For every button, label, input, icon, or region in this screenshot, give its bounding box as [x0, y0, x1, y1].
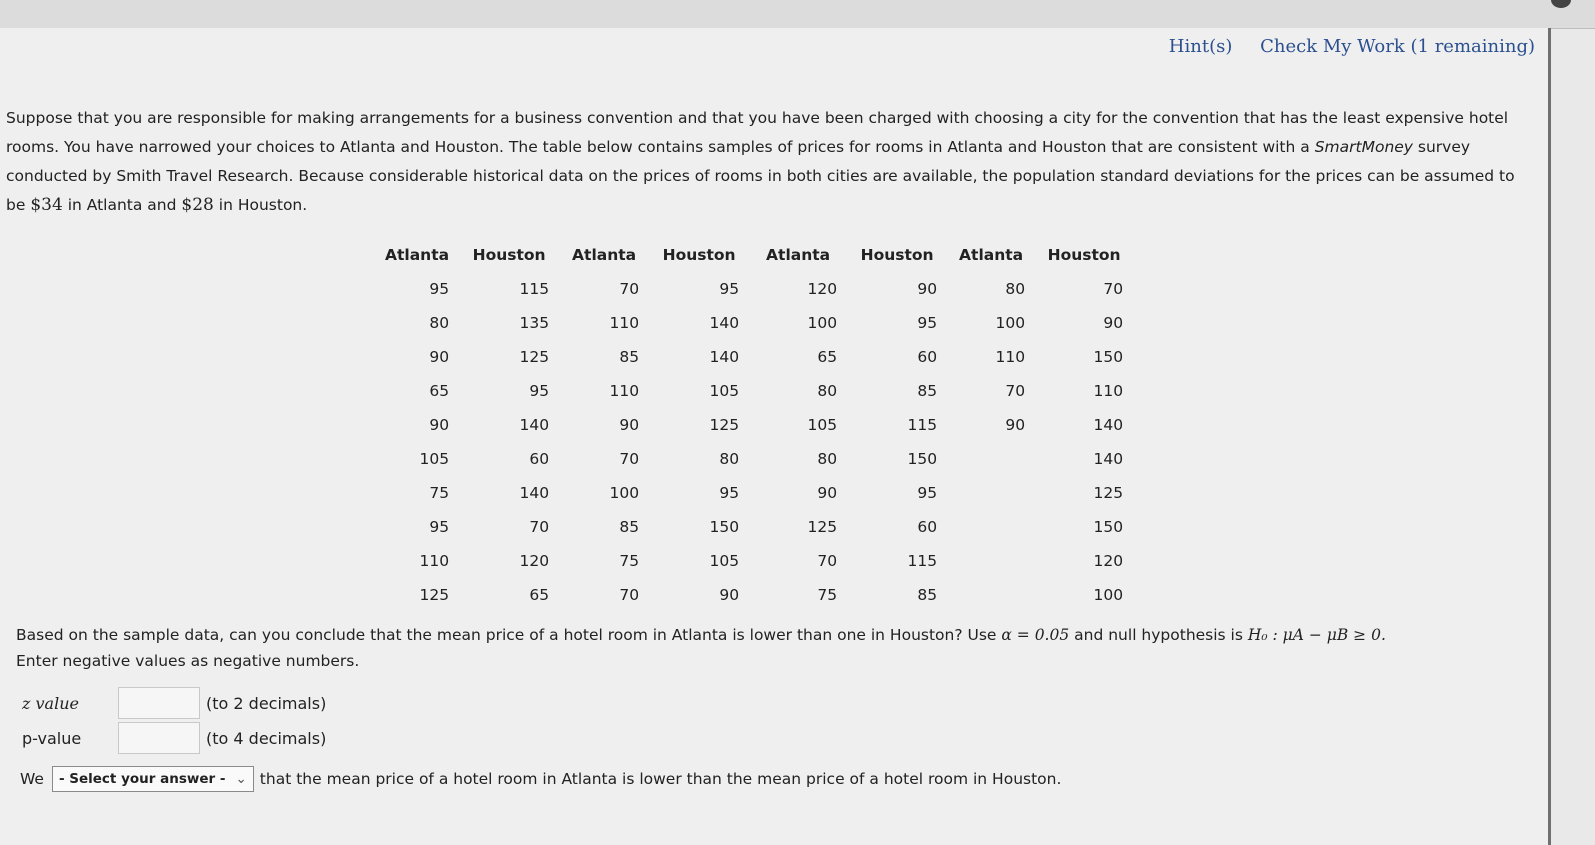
column-header: Houston [472, 246, 546, 264]
table-row [375, 510, 1133, 544]
table-cell: 90 [1005, 416, 1026, 434]
table-cell: 60 [529, 450, 550, 468]
conclusion-row [20, 766, 1061, 792]
table-cell: 90 [1103, 314, 1124, 332]
intro-text-1: Suppose that you are responsible for making arrangements for a business convention and that you have been charged with choosing a city for the convention that has the least expensive hotel rooms. You have narrowed your choices to Atlanta and Houston. The table below contains samples of prices for rooms in Atlanta and Houston that are consistent with a [6, 109, 1509, 156]
table-cell: 85 [619, 518, 640, 536]
table-cell: 100 [807, 314, 838, 332]
table-cell: 125 [807, 518, 838, 536]
table-cell: 110 [609, 382, 640, 400]
table-cell: 120 [1093, 552, 1124, 570]
table-row [375, 476, 1133, 510]
conclusion-suffix: that the mean price of a hotel room in Atlanta is lower than the mean price of a hotel room in Houston. [259, 770, 1062, 788]
alpha-value: α = 0.05 [1001, 626, 1070, 644]
table-cell: 90 [429, 348, 450, 366]
table-cell: 90 [817, 484, 838, 502]
question-text-2: and null hypothesis is [1069, 626, 1248, 644]
table-cell [947, 442, 1035, 476]
table-cell: 105 [807, 416, 838, 434]
table-cell: 85 [619, 348, 640, 366]
table-cell: 140 [519, 416, 550, 434]
table-cell: 95 [917, 314, 938, 332]
null-hypothesis: H₀ : μA − μB ≥ 0. [1247, 626, 1386, 644]
table-cell: 105 [709, 382, 740, 400]
column-header: Atlanta [766, 246, 831, 264]
table-cell: 65 [529, 586, 550, 604]
table-cell: 65 [429, 382, 450, 400]
table-cell: 110 [1093, 382, 1124, 400]
column-header: Atlanta [385, 246, 450, 264]
question-text-1: Based on the sample data, can you conclude that the mean price of a hotel room in Atlanta is lower than one in Houston? Use [16, 626, 1002, 644]
table-cell: 100 [1093, 586, 1124, 604]
price-table [375, 238, 1133, 612]
table-row [375, 340, 1133, 374]
table-cell: 90 [917, 280, 938, 298]
column-header: Atlanta [572, 246, 637, 264]
table-row [375, 442, 1133, 476]
table-cell: 105 [419, 450, 450, 468]
table-cell: 150 [1093, 518, 1124, 536]
table-cell: 100 [609, 484, 640, 502]
check-my-work-link[interactable]: Check My Work (1 remaining) [1260, 36, 1535, 57]
table-row [375, 306, 1133, 340]
table-cell: 70 [619, 586, 640, 604]
table-row [375, 374, 1133, 408]
table-cell: 120 [807, 280, 838, 298]
table-cell: 95 [429, 518, 450, 536]
sd-atlanta: $34 [30, 195, 63, 215]
table-cell: 70 [619, 280, 640, 298]
table-cell: 135 [519, 314, 550, 332]
table-cell: 80 [1005, 280, 1026, 298]
table-cell: 70 [1103, 280, 1124, 298]
table-cell: 90 [719, 586, 740, 604]
table-cell: 60 [917, 518, 938, 536]
table-cell: 110 [995, 348, 1026, 366]
table-cell: 150 [709, 518, 740, 536]
table-cell: 70 [817, 552, 838, 570]
table-cell: 115 [519, 280, 550, 298]
table-cell [947, 510, 1035, 544]
table-row [375, 408, 1133, 442]
table-cell: 90 [619, 416, 640, 434]
table-cell: 70 [1005, 382, 1026, 400]
table-cell: 115 [907, 416, 938, 434]
table-cell [947, 544, 1035, 578]
table-cell: 150 [907, 450, 938, 468]
table-cell: 95 [719, 484, 740, 502]
column-header: Houston [860, 246, 934, 264]
conclusion-prefix: We [20, 770, 44, 788]
table-cell: 95 [429, 280, 450, 298]
table-cell: 125 [1093, 484, 1124, 502]
table-cell: 125 [519, 348, 550, 366]
top-bar [0, 0, 1595, 29]
z-value-label: z value [22, 693, 79, 713]
table-cell: 120 [519, 552, 550, 570]
table-cell: 80 [429, 314, 450, 332]
column-header: Atlanta [959, 246, 1024, 264]
table-cell: 85 [917, 586, 938, 604]
table-cell: 140 [1093, 416, 1124, 434]
chevron-down-icon: ⌄ [235, 771, 247, 787]
table-cell: 65 [817, 348, 838, 366]
p-value-row [22, 722, 326, 754]
table-row [375, 578, 1133, 612]
column-header: Houston [1047, 246, 1121, 264]
z-value-input[interactable] [118, 687, 200, 719]
table-cell: 125 [709, 416, 740, 434]
table-cell: 150 [1093, 348, 1124, 366]
table-cell: 60 [917, 348, 938, 366]
table-cell: 95 [529, 382, 550, 400]
table-cell: 100 [995, 314, 1026, 332]
table-cell: 85 [917, 382, 938, 400]
table-cell: 80 [817, 382, 838, 400]
survey-name: SmartMoney [1314, 138, 1413, 156]
table-header-row [375, 238, 1133, 272]
conclusion-select[interactable] [52, 766, 254, 792]
table-cell: 140 [1093, 450, 1124, 468]
sd-houston: $28 [181, 195, 214, 215]
table-cell [947, 476, 1035, 510]
table-cell: 95 [719, 280, 740, 298]
table-cell: 110 [419, 552, 450, 570]
table-cell: 80 [719, 450, 740, 468]
info-icon[interactable] [1551, 0, 1571, 8]
table-cell: 75 [817, 586, 838, 604]
z-value-hint: (to 2 decimals) [206, 693, 327, 713]
table-cell: 95 [917, 484, 938, 502]
hints-link[interactable]: Hint(s) [1168, 36, 1233, 57]
table-cell: 140 [709, 314, 740, 332]
p-value-label: p-value [22, 728, 82, 748]
table-cell: 80 [817, 450, 838, 468]
table-cell: 140 [519, 484, 550, 502]
table-cell: 70 [529, 518, 550, 536]
table-cell: 125 [419, 586, 450, 604]
problem-intro [6, 104, 1536, 220]
table-row [375, 272, 1133, 306]
intro-text-3: in Atlanta and [62, 196, 182, 214]
table-cell: 115 [907, 552, 938, 570]
p-value-hint: (to 4 decimals) [206, 728, 327, 748]
table-row [375, 544, 1133, 578]
intro-text-4: in Houston. [213, 196, 308, 214]
negative-values-note: Enter negative values as negative numbers. [16, 652, 360, 670]
z-value-row [22, 687, 326, 719]
table-cell: 90 [429, 416, 450, 434]
column-header: Houston [662, 246, 736, 264]
table-cell: 140 [709, 348, 740, 366]
hypothesis-question [16, 622, 1536, 674]
intro-text-2: survey conducted by Smith Travel Research. Because considerable historical data on the prices of rooms in both cities are available, the population standard deviations for the prices can be assumed to be [6, 138, 1515, 214]
table-cell: 75 [429, 484, 450, 502]
conclusion-select-value: - Select your answer - [58, 771, 226, 787]
table-cell [947, 578, 1035, 612]
table-cell: 75 [619, 552, 640, 570]
header-links [1147, 36, 1535, 57]
table-cell: 110 [609, 314, 640, 332]
p-value-input[interactable] [118, 722, 200, 754]
table-cell: 105 [709, 552, 740, 570]
table-cell: 70 [619, 450, 640, 468]
